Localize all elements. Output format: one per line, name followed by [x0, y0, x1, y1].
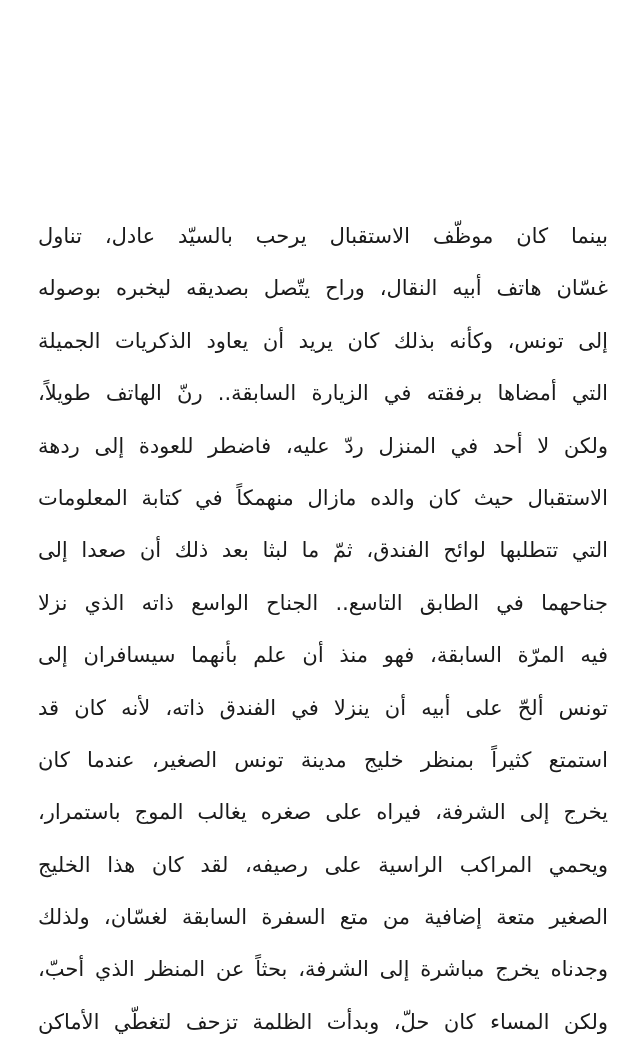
- text-line: جناحهما في الطابق التاسع.. الجناح الواسع ذاته الذي نزلا: [38, 590, 608, 615]
- text-line: تونس ألحّ على أبيه أن ينزلا في الفندق ذاته، لأنه كان قد: [38, 695, 608, 720]
- body-paragraph: [38, 210, 608, 1048]
- text-line: إلى تونس، وكأنه بذلك كان يريد أن يعاود الذكريات الجميلة: [38, 328, 608, 353]
- text-line: يخرج إلى الشرفة، فيراه على صغره يغالب الموج باستمرار،: [38, 800, 608, 825]
- text-line: التي تتطلبها لوائح الفندق، ثمّ ما لبثا بعد ذلك أن صعدا إلى: [38, 538, 608, 563]
- text-line: التي أمضاها برفقته في الزيارة السابقة.. رنّ الهاتف طويلاً،: [38, 381, 608, 406]
- text-line: وجدناه يخرج مباشرة إلى الشرفة، بحثاً عن المنظر الذي أحبّ،: [38, 957, 608, 982]
- text-line: ولكن لا أحد في المنزل ردّ عليه، فاضطر للعودة إلى ردهة: [38, 433, 608, 458]
- text-line: ويحمي المراكب الراسية على رصيفه، لقد كان هذا الخليج: [38, 852, 608, 877]
- text-line: بينما كان موظّف الاستقبال يرحب بالسيّد عادل، تناول: [38, 224, 608, 248]
- text-line: ولكن المساء كان حلّ، وبدأت الظلمة تزحف لتغطّي الأماكن: [38, 1009, 608, 1034]
- text-line: غسّان هاتف أبيه النقال، وراح يتّصل بصديقه ليخبره بوصوله: [38, 276, 608, 301]
- text-line: فيه المرّة السابقة، فهو منذ أن علم بأنهما سيسافران إلى: [38, 643, 608, 668]
- text-line: استمتع كثيراً بمنظر خليج مدينة تونس الصغير، عندما كان: [38, 747, 608, 772]
- text-line: الصغير متعة إضافية من متع السفرة السابقة لغسّان، ولذلك: [38, 905, 608, 930]
- text-line: الاستقبال حيث كان والده مازال منهمكاً في كتابة المعلومات: [38, 485, 608, 510]
